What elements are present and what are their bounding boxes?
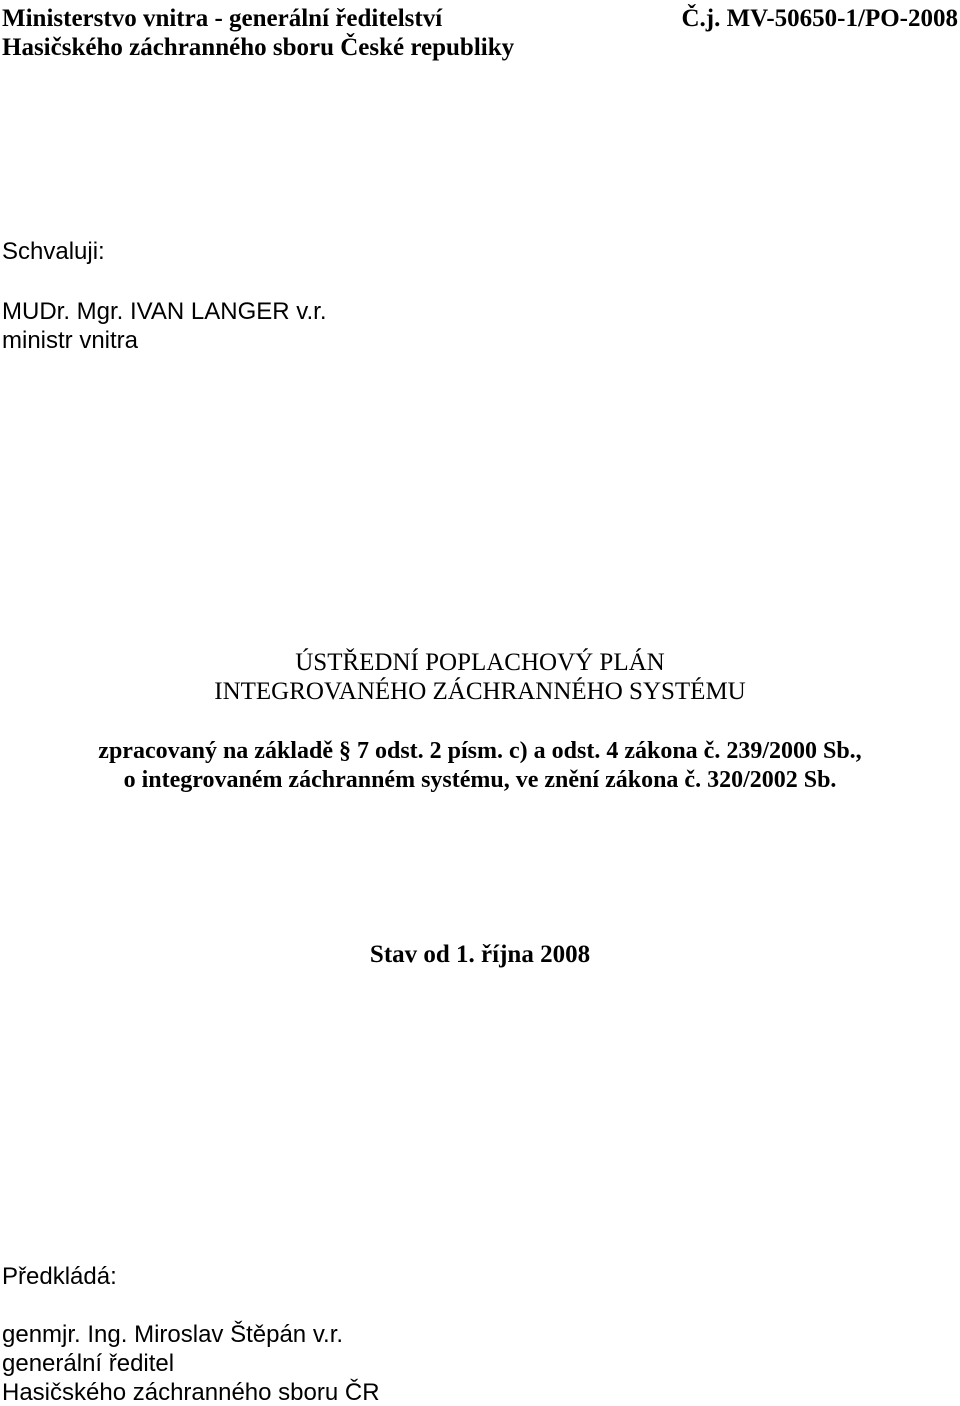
legal-basis-line-1: zpracovaný na základě § 7 odst. 2 písm. c) a odst. 4 zákona č. 239/2000 Sb., [98,738,862,764]
submission-label: Předkládá: [2,1263,117,1290]
validity-date: Stav od 1. října 2008 [369,941,591,968]
submitter-organization: Hasičského záchranného sboru ČR [2,1379,380,1406]
approver-name: MUDr. Mgr. IVAN LANGER v.r. [2,298,327,325]
legal-basis-line-2: o integrovaném záchranném systému, ve znění zákona č. 320/2002 Sb. [123,767,837,793]
document-title-line-1: ÚSTŘEDNÍ POPLACHOVÝ PLÁN [295,649,665,676]
approval-label: Schvaluji: [2,238,105,265]
submitter-role: generální ředitel [2,1350,175,1377]
issuer-line-1: Ministerstvo vnitra - generální ředitelství [2,5,443,32]
approver-role: ministr vnitra [2,327,139,354]
submitter-name: genmjr. Ing. Miroslav Štěpán v.r. [2,1321,344,1348]
issuer-line-2: Hasičského záchranného sboru České republiky [2,34,515,61]
reference-number: Č.j. MV-50650-1/PO-2008 [681,5,958,32]
document-title-line-2: INTEGROVANÉHO ZÁCHRANNÉHO SYSTÉMU [214,678,746,705]
